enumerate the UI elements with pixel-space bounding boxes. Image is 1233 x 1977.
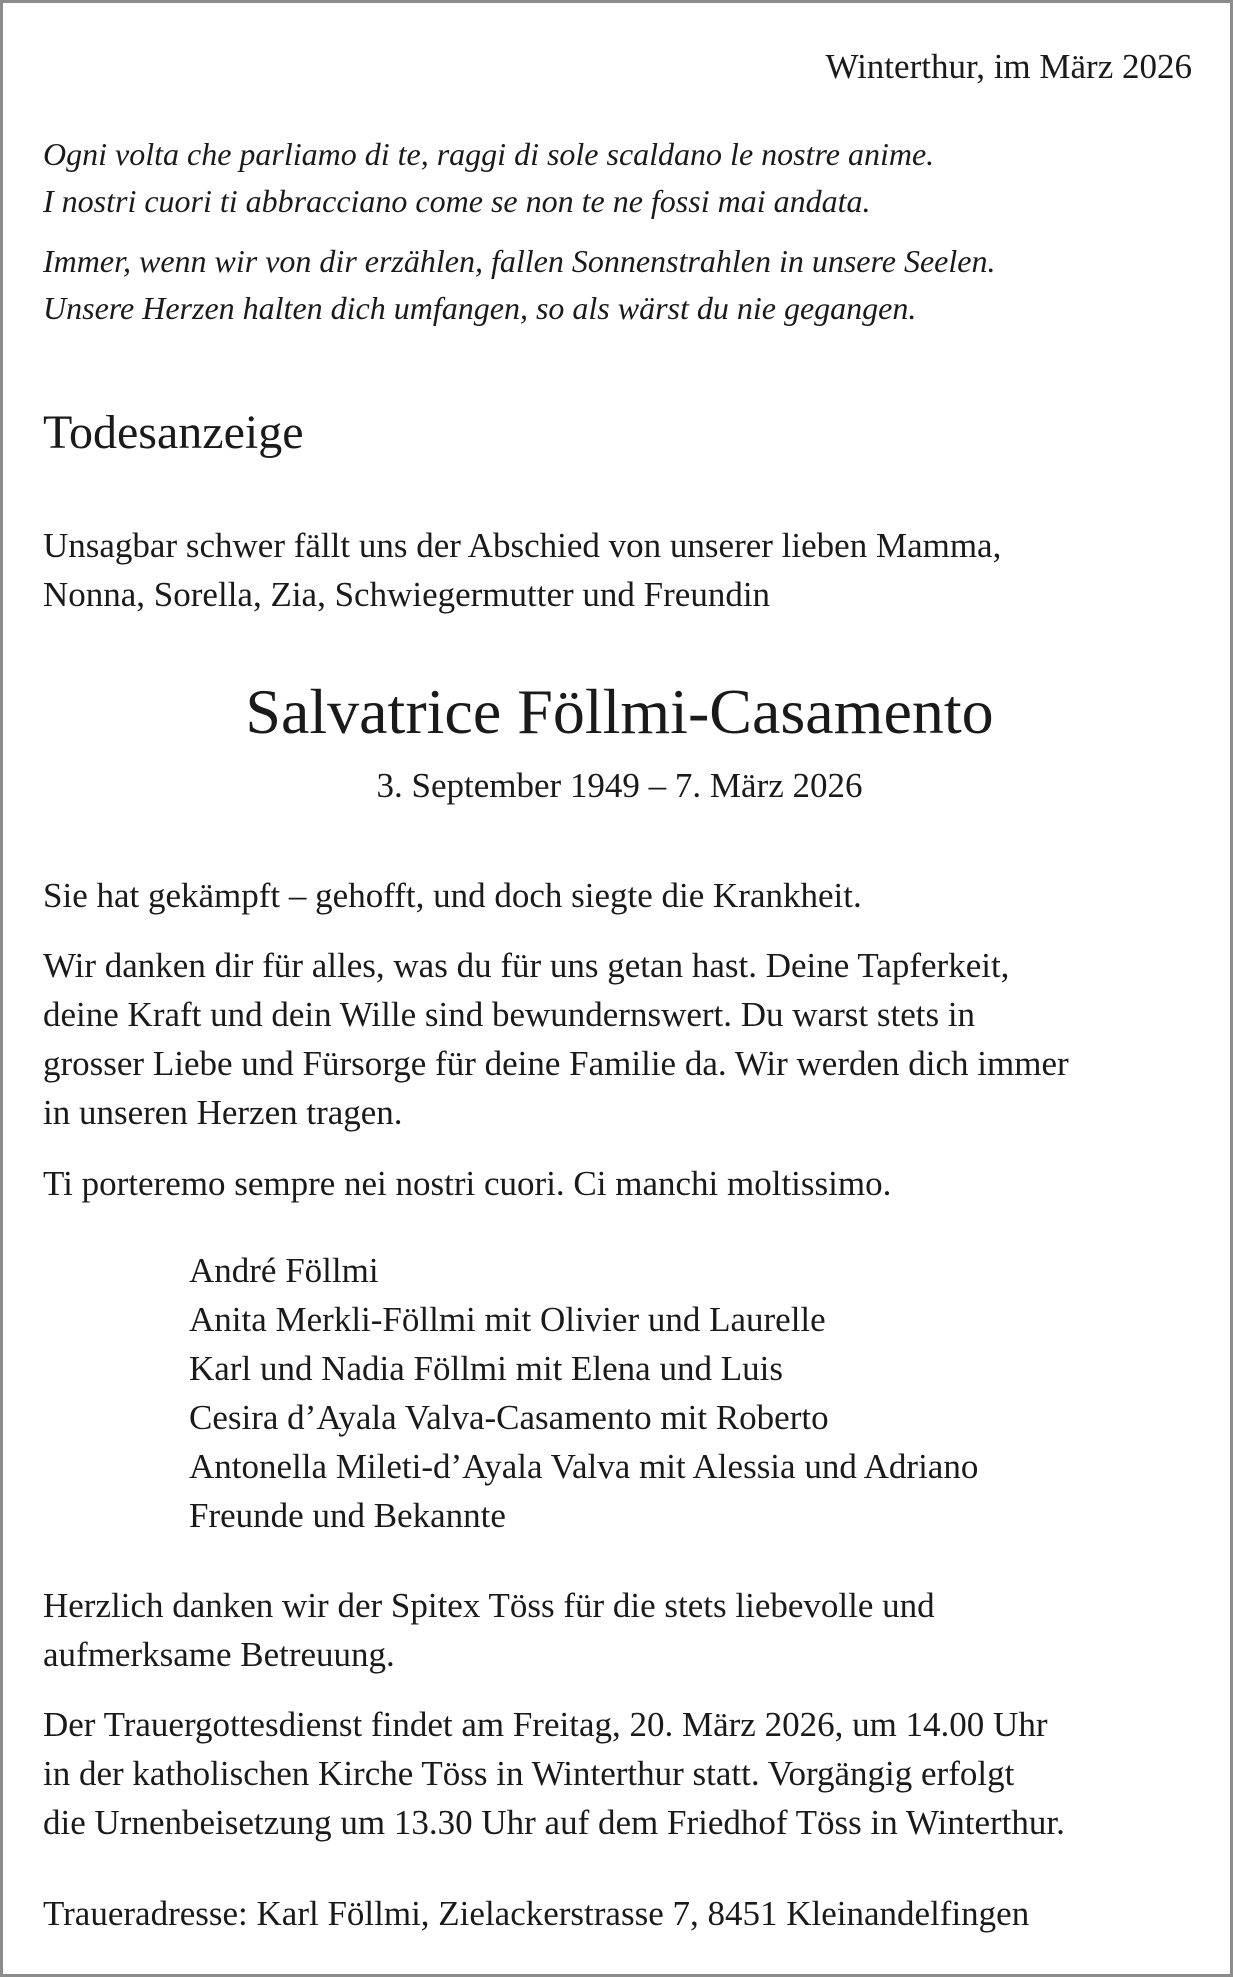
page-title: Todesanzeige bbox=[43, 406, 304, 459]
mourner-name: André Föllmi bbox=[189, 1251, 379, 1290]
paragraph-line: Herzlich danken wir der Spitex Töss für die stets liebevolle und bbox=[43, 1586, 935, 1625]
paragraph-italian bbox=[43, 1159, 891, 1208]
mourning-address bbox=[43, 1889, 1029, 1938]
paragraph-line: aufmerksame Betreuung. bbox=[43, 1635, 395, 1674]
paragraph-line: grosser Liebe und Fürsorge für deine Familie da. Wir werden dich immer bbox=[43, 1044, 1069, 1083]
paragraph-line: Wir danken dir für alles, was du für uns getan hast. Deine Tapferkeit, bbox=[43, 946, 1010, 985]
quote-italian-line: Ogni volta che parliamo di te, raggi di sole scaldano le nostre anime. bbox=[43, 136, 935, 172]
mourner-name: Karl und Nadia Föllmi mit Elena und Luis bbox=[189, 1349, 783, 1388]
mourner-name: Cesira d’Ayala Valva-Casamento mit Roberto bbox=[189, 1398, 829, 1437]
life-dates: 3. September 1949 – 7. März 2026 bbox=[376, 766, 863, 805]
mourners-list bbox=[189, 1246, 978, 1540]
paragraph-line: Der Trauergottesdienst findet am Freitag, 20. März 2026, um 14.00 Uhr bbox=[43, 1705, 1048, 1744]
quote-german-line: Immer, wenn wir von dir erzählen, fallen Sonnenstrahlen in unsere Seelen. bbox=[43, 243, 996, 279]
paragraph-line: in unseren Herzen tragen. bbox=[43, 1093, 403, 1132]
thanks-spitex bbox=[43, 1581, 935, 1679]
mourner-name: Antonella Mileti-d’Ayala Valva mit Alessia und Adriano bbox=[189, 1447, 979, 1486]
intro-line: Nonna, Sorella, Zia, Schwiegermutter und Freundin bbox=[43, 575, 771, 614]
deceased-name: Salvatrice Föllmi-Casamento bbox=[245, 676, 994, 747]
intro-text bbox=[43, 521, 1001, 619]
quote-italian bbox=[43, 131, 934, 225]
paragraph-struggle bbox=[43, 871, 862, 920]
paragraph-line: Sie hat gekämpft – gehofft, und doch siegte die Krankheit. bbox=[43, 876, 862, 915]
place-date: Winterthur, im März 2026 bbox=[825, 47, 1192, 86]
paragraph-thanks-family bbox=[43, 941, 1069, 1137]
address-line: Traueradresse: Karl Föllmi, Zielackerstrasse 7, 8451 Kleinandelfingen bbox=[43, 1894, 1030, 1933]
quote-german-line: Unsere Herzen halten dich umfangen, so als wärst du nie gegangen. bbox=[43, 290, 917, 326]
paragraph-line: die Urnenbeisetzung um 13.30 Uhr auf dem Friedhof Töss in Winterthur. bbox=[43, 1803, 1065, 1842]
quote-german bbox=[43, 238, 995, 332]
paragraph-line: deine Kraft und dein Wille sind bewundernswert. Du warst stets in bbox=[43, 995, 976, 1034]
paragraph-line: in der katholischen Kirche Töss in Winterthur statt. Vorgängig erfolgt bbox=[43, 1754, 1015, 1793]
intro-line: Unsagbar schwer fällt uns der Abschied von unserer lieben Mamma, bbox=[43, 526, 1002, 565]
paragraph-line: Ti porteremo sempre nei nostri cuori. Ci manchi moltissimo. bbox=[43, 1164, 892, 1203]
mourner-name: Anita Merkli-Föllmi mit Olivier und Laurelle bbox=[189, 1300, 826, 1339]
mourner-name: Freunde und Bekannte bbox=[189, 1496, 506, 1535]
quote-italian-line: I nostri cuori ti abbracciano come se non te ne fossi mai andata. bbox=[43, 183, 871, 219]
funeral-service-info bbox=[43, 1700, 1065, 1847]
